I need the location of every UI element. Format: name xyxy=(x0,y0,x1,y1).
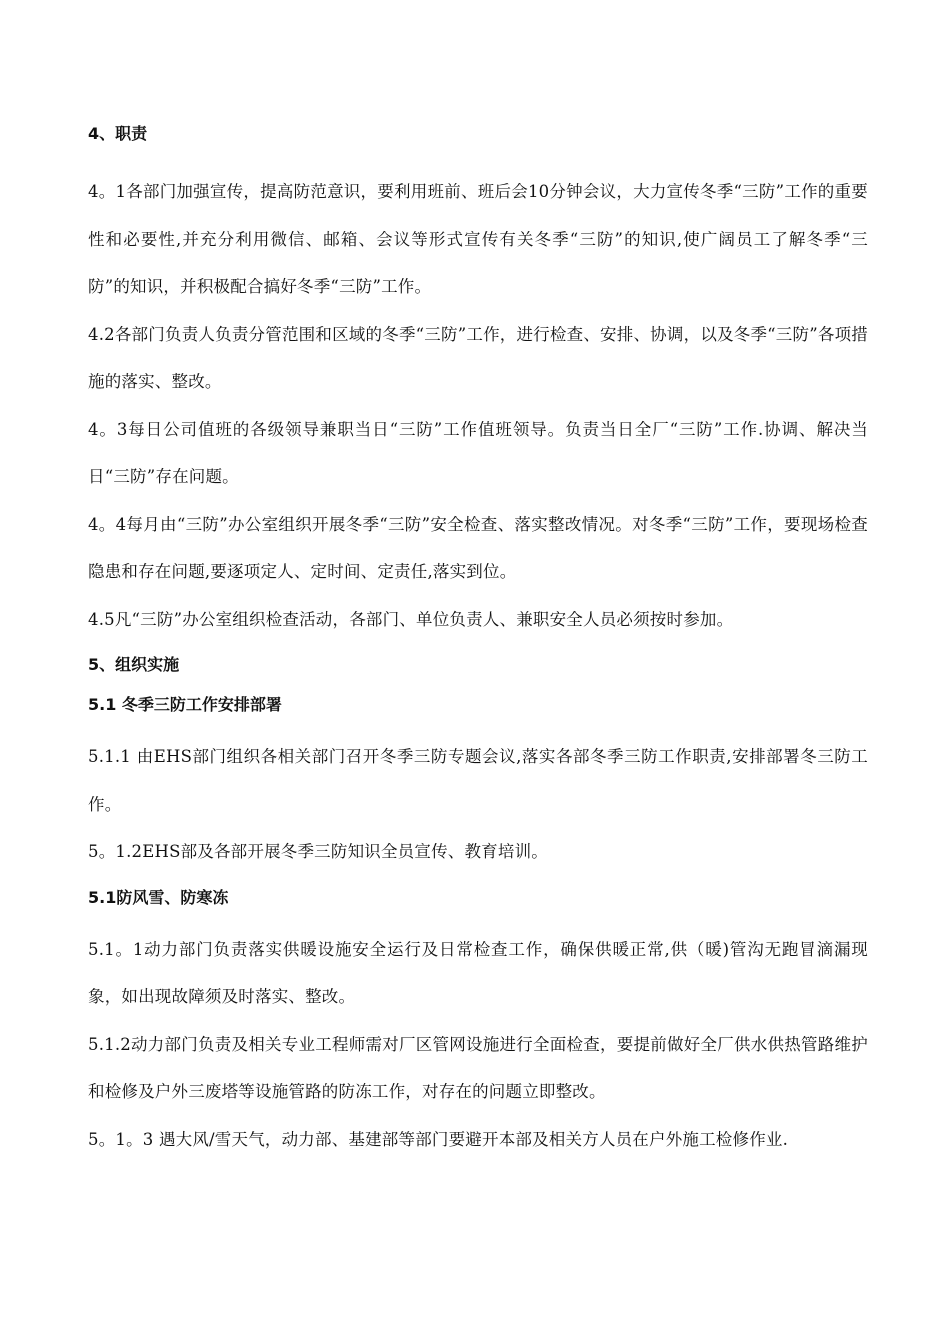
paragraph-5-1-1: 5.1.1 由EHS部门组织各相关部门召开冬季三防专题会议,落实各部冬季三防工作职责,安排部署冬三防工作。 xyxy=(88,747,868,814)
paragraph-4-3: 4。3每日公司值班的各级领导兼职当日“三防”工作值班领导。负责当日全厂“三防”工作.协调、解决当日“三防”存在问题。 xyxy=(88,419,868,486)
paragraph-4-4: 4。4每月由“三防”办公室组织开展冬季“三防”安全检查、落实整改情况。对冬季“三防”工作，要现场检查隐患和存在问题,要逐项定人、定时间、定责任,落实到位。 xyxy=(88,514,868,581)
paragraph-5-1-3-weather: 5。1。3 遇大风/雪天气，动力部、基建部等部门要避开本部及相关方人员在户外施工检修作业. xyxy=(88,1129,789,1149)
paragraph-5-1-1-heating: 5.1。1动力部门负责落实供暖设施安全运行及日常检查工作，确保供暖正常,供（暖)管沟无跑冒滴漏现象，如出现故障须及时落实、整改。 xyxy=(88,939,868,1006)
paragraph-4-1: 4。1各部门加强宣传，提高防范意识，要利用班前、班后会10分钟会议，大力宣传冬季“三防”工作的重要性和必要性,并充分利用微信、邮箱、会议等形式宣传有关冬季“三防”的知识,使广阔员工了解冬季“三防”的知识，并积极配合搞好冬季“三防”工作。 xyxy=(88,182,868,296)
section-5-1-heading: 5.1 冬季三防工作安排部署 xyxy=(88,695,282,714)
paragraph-5-1-2-pipes: 5.1.2动力部门负责及相关专业工程师需对厂区管网设施进行全面检查，要提前做好全厂供水供热管路维护和检修及户外三废塔等设施管路的防冻工作，对存在的问题立即整改。 xyxy=(88,1034,868,1101)
paragraph-4-5: 4.5凡“三防”办公室组织检查活动，各部门、单位负责人、兼职安全人员必须按时参加。 xyxy=(88,609,734,629)
document-page xyxy=(88,122,868,1163)
paragraph-4-2: 4.2各部门负责人负责分管范围和区域的冬季“三防”工作，进行检查、安排、协调，以及冬季“三防”各项措施的落实、整改。 xyxy=(88,324,868,391)
section-5-1-wind-snow-heading: 5.1防风雪、防寒冻 xyxy=(88,887,229,907)
section-4-heading: 4、职责 xyxy=(88,124,148,143)
paragraph-5-1-2: 5。1.2EHS部及各部开展冬季三防知识全员宣传、教育培训。 xyxy=(88,842,548,861)
section-5-heading: 5、组织实施 xyxy=(88,655,180,674)
